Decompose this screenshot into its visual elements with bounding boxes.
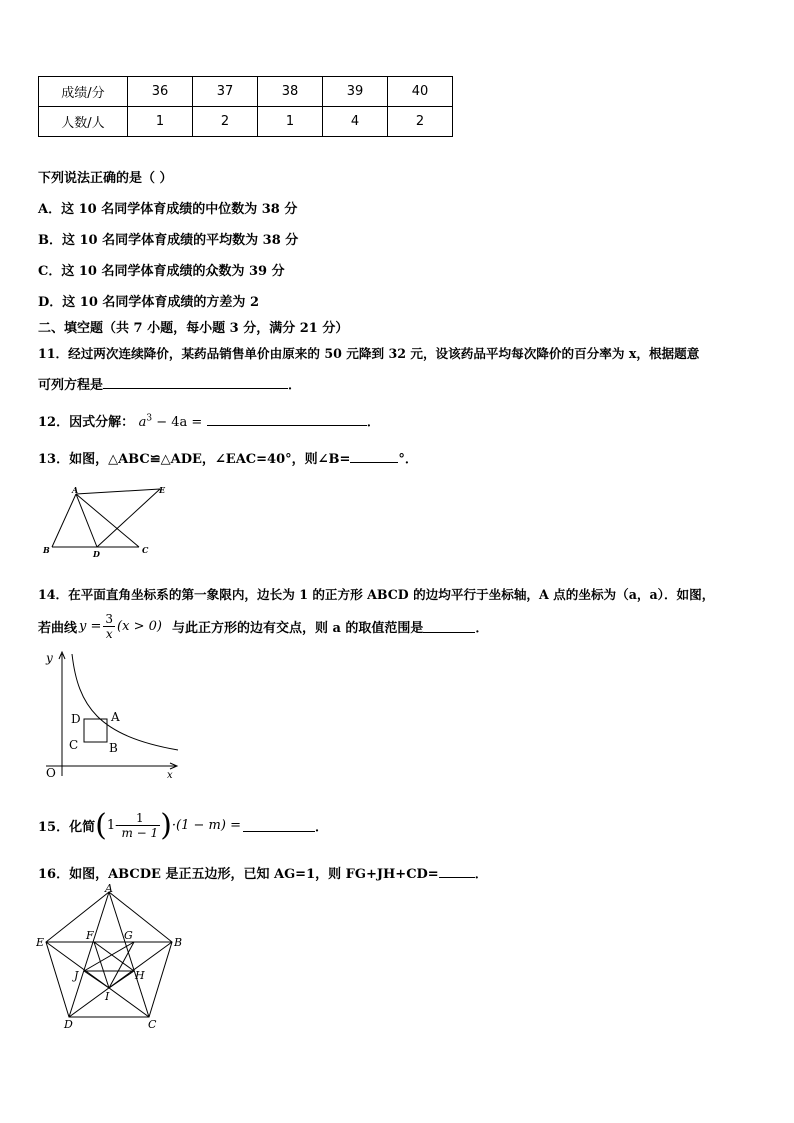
table-header-cell: 成绩/分 <box>39 77 128 107</box>
q12-exponent: 3 <box>146 413 153 424</box>
q13-label-b: B <box>43 545 50 555</box>
q13-label-a: A <box>72 485 79 495</box>
q14-cond: (x > 0) <box>117 618 162 634</box>
answer-blank <box>423 620 475 633</box>
q14-label-b: B <box>109 741 118 755</box>
q14-frac-den: x <box>105 626 113 641</box>
q14-yeq: y = <box>79 618 102 634</box>
q16-label-f: F <box>86 929 94 942</box>
table-cell: 38 <box>258 77 323 107</box>
q12-expression <box>139 415 203 430</box>
q11-end: ． <box>288 378 302 393</box>
q12-label: 12．因式分解： <box>38 415 135 430</box>
q12-end: ． <box>366 415 380 430</box>
answer-blank <box>243 819 315 832</box>
q14-axis-x: x <box>167 770 173 781</box>
q15-label: 15．化简 <box>38 819 96 835</box>
q16-label-b: B <box>174 936 183 949</box>
table-row <box>39 107 453 137</box>
q16-label-e: E <box>36 936 45 949</box>
answer-blank <box>350 450 398 463</box>
q15-frac-den: m − 1 <box>121 825 159 840</box>
q15-right-paren: ) <box>160 807 172 843</box>
q16-text: 16．如图，ABCDE 是正五边形，已知 AG=1，则 FG+JH+CD= <box>38 867 439 882</box>
q14-axis-y: y <box>46 651 53 665</box>
q14-pre: 若曲线 <box>38 620 78 636</box>
q13-label-e: E <box>159 485 166 495</box>
q16-label-h: H <box>135 969 145 982</box>
table-cell: 39 <box>323 77 388 107</box>
q16-label-c: C <box>148 1018 157 1031</box>
q14-label-a: A <box>111 710 120 724</box>
q16-line <box>38 863 488 882</box>
score-table <box>38 76 453 137</box>
q13-label-c: C <box>142 545 149 555</box>
q15-end: ． <box>314 819 328 835</box>
answer-blank <box>207 413 367 426</box>
table-cell: 1 <box>128 107 193 137</box>
q14-label-d: D <box>71 712 81 726</box>
table-cell: 4 <box>323 107 388 137</box>
q13-label-d: D <box>93 549 100 559</box>
q14-label-c: C <box>69 738 79 752</box>
table-cell: 37 <box>193 77 258 107</box>
q15-left-paren: ( <box>95 807 107 843</box>
q14-origin: O <box>46 766 56 780</box>
q10-stem: 下列说法正确的是（ ） <box>38 171 173 186</box>
q10-option-a: A．这 10 名同学体育成绩的中位数为 38 分 <box>38 202 298 217</box>
q15-line <box>38 803 328 847</box>
answer-blank <box>103 376 288 389</box>
table-cell: 40 <box>388 77 453 107</box>
q16-label-j: J <box>74 969 79 982</box>
q11-line2 <box>38 374 301 393</box>
answer-blank <box>439 865 475 878</box>
q13-triangle-figure <box>38 482 173 560</box>
q14-line2 <box>38 609 488 643</box>
q16-label-d: D <box>64 1018 73 1031</box>
q15-frac-num: 1 <box>119 811 160 826</box>
q12-line <box>38 411 380 430</box>
section-heading: 二、填空题（共 7 小题，每小题 3 分，满分 21 分） <box>38 321 349 336</box>
q12-expr-rest: − 4a = <box>152 415 203 430</box>
q12-var: a <box>138 415 147 430</box>
table-cell: 2 <box>193 107 258 137</box>
q16-label-g: G <box>124 929 133 942</box>
q16-end: ． <box>474 867 488 882</box>
table-cell: 2 <box>388 107 453 137</box>
q15-one: 1- <box>106 817 120 833</box>
q14-post: 与此正方形的边有交点，则 a 的取值范围是 <box>171 620 424 636</box>
table-cell: 36 <box>128 77 193 107</box>
q14-line1: 14．在平面直角坐标系的第一象限内，边长为 1 的正方形 ABCD 的边均平行于坐标轴，A 点的坐标为（a，a）．如图， <box>38 587 715 602</box>
q10-option-b: B．这 10 名同学体育成绩的平均数为 38 分 <box>38 233 299 248</box>
q16-label-a: A <box>105 884 113 895</box>
q11-text: 可列方程是 <box>38 378 104 393</box>
table-header-cell: 人数/人 <box>39 107 128 137</box>
q14-end: ． <box>475 620 489 636</box>
q13-end: °． <box>398 452 418 467</box>
q16-label-i: I <box>105 990 110 1003</box>
q14-fraction <box>103 612 115 641</box>
q11-line1: 11．经过两次连续降价，某药品销售单价由原来的 50 元降到 32 元，设该药品平均每次降价的百分率为 x，根据题意 <box>38 346 700 361</box>
q10-option-c: C．这 10 名同学体育成绩的众数为 39 分 <box>38 264 285 279</box>
table-row <box>39 77 453 107</box>
table-cell: 1 <box>258 107 323 137</box>
q13-line <box>38 448 418 467</box>
q15-rest: ·(1 − m) = <box>171 817 241 833</box>
q13-text: 13．如图，△ABC≌△ADE，∠EAC=40°，则∠B= <box>38 452 351 467</box>
q10-option-d: D．这 10 名同学体育成绩的方差为 2 <box>38 295 259 310</box>
q14-curve-figure <box>38 646 183 782</box>
q14-frac-num: 3 <box>105 611 114 626</box>
q16-pentagon-figure <box>36 884 188 1032</box>
q15-fraction <box>119 811 160 840</box>
